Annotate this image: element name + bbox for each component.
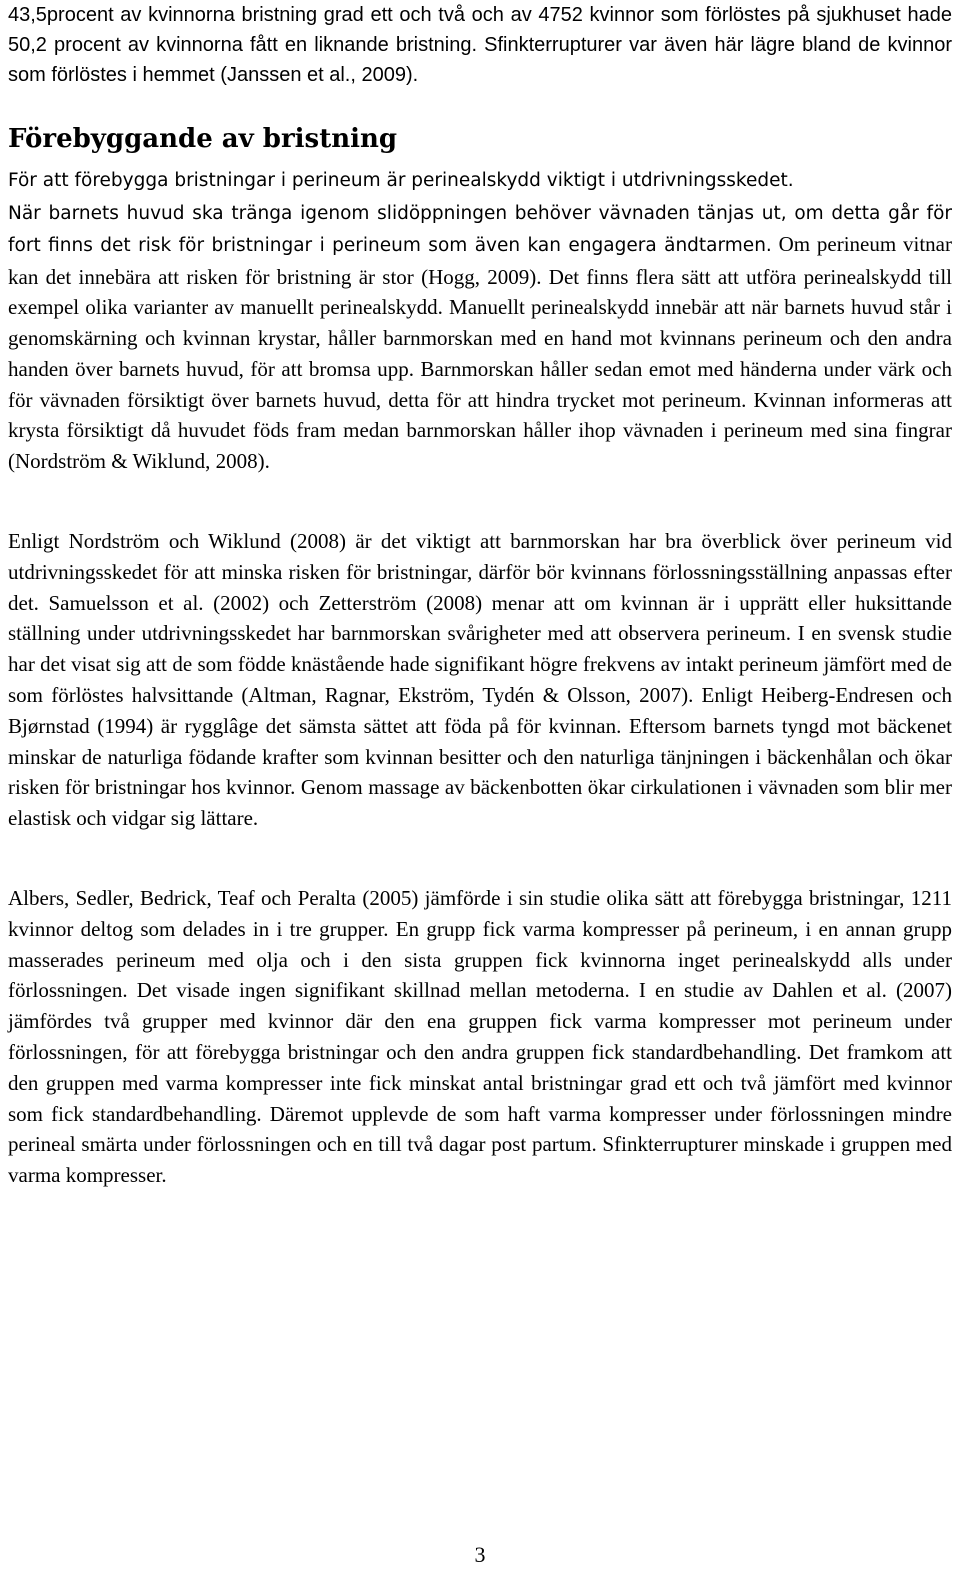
page-number: 3 xyxy=(474,1542,486,1567)
opening-paragraph: 43,5procent av kvinnorna bristning grad ett och två och av 4752 kvinnor som förlöstes på sjukhuset hade 50,2 procent av kvinnorna fått en liknande bristning. Sfinkterrupturer var även här lägre bland de kvinnor som förlöstes i hemmet (Janssen et al., 2009). xyxy=(8,4,952,86)
section-heading: Förebyggande av bristning xyxy=(8,124,398,154)
paragraph-1-part-serif: Om perineum vitnar kan det innebära att risken för bristning är stor (Hogg, 2009). Det finns flera sätt att utföra perinealskydd till exempel olika varianter av manuellt perinealskydd. Manuellt perinealskydd innebär att när barnets huvud står i genomskärning och kvinnan krystar, håller barnmorskan med en hand mot kvinnans perineum och den andra handen över barnets huvud, för att bromsa upp. Barnmorskan håller sedan emot med händerna under värk och för vävnaden försiktigt över barnets huvud, detta för att hindra trycket mot perineum. Kvinnan informeras att krysta försiktigt då huvudet föds fram medan barnmorskan håller ihop vävnaden i perineum med sina fingrar (Nordström & Wiklund, 2008). xyxy=(8,232,952,474)
paragraph-3: Albers, Sedler, Bedrick, Teaf och Peralta (2005) jämförde i sin studie olika sätt att förebygga bristningar, 1211 kvinnor deltog som delades in i tre grupper. En grupp fick varma kompresser på perineum, i en annan grupp masserades perineum med olja och i den sista gruppen fick kvinnorna inget perinealskydd alls under förlossningen. Det visade ingen signifikant skillnad mellan metoderna. I en studie av Dahlen et al. (2007) jämfördes två grupper med kvinnor där den ena gruppen fick varma kompresser mot perineum under förlossningen, för att förebygga bristningar och den andra gruppen fick standardbehandling. Det framkom att den gruppen med varma kompresser inte fick minskat antal bristningar grad ett och två jämfört med kvinnor som fick standardbehandling. Däremot upplevde de som haft varma kompresser under förlossningen mindre perineal smärta under förlossningen och en till två dagar post partum. Sfinkterrupturer minskade i gruppen med varma kompresser. xyxy=(8,886,952,1188)
section-intro: För att förebygga bristningar i perineum är perinealskydd viktigt i utdrivningsskedet. xyxy=(8,170,794,191)
paragraph-1-part-sans: När barnets huvud ska tränga igenom slidöppningen behöver vävnaden tänjas ut, om detta går för fort finns det risk för bristningar i perineum som även kan engagera ändtarmen. xyxy=(8,202,952,256)
document-page xyxy=(8,0,952,1191)
paragraph-2: Enligt Nordström och Wiklund (2008) är det viktigt att barnmorskan har bra överblick över perineum vid utdrivningsskedet för att minska risken för bristningar, därför bör kvinnans förlossningsställning anpassas efter det. Samuelsson et al. (2002) och Zetterström (2008) menar att om kvinnan är i upprätt eller huksittande ställning under utdrivningsskedet har barnmorskan svårigheter med att observera perineum. I en svensk studie har det visat sig att de som födde knästående hade signifikant högre frekvens av intakt perineum jämfört med de som förlöstes halvsittande (Altman, Ragnar, Ekström, Tydén & Olsson, 2007). Enligt Heiberg-Endresen och Bjørnstad (1994) är rygglâge det sämsta sättet att föda på för kvinnan. Eftersom barnets tyngd mot bäckenet minskar de naturliga födande krafter som kvinnan besitter och den naturliga tänjningen i bäckenhålan och ökar risken för bristningar hos kvinnor. Genom massage av bäckenbotten ökar cirkulationen i vävnaden som blir mer elastisk och vidgar sig lättare. xyxy=(8,529,952,831)
paragraph-1 xyxy=(8,197,952,478)
